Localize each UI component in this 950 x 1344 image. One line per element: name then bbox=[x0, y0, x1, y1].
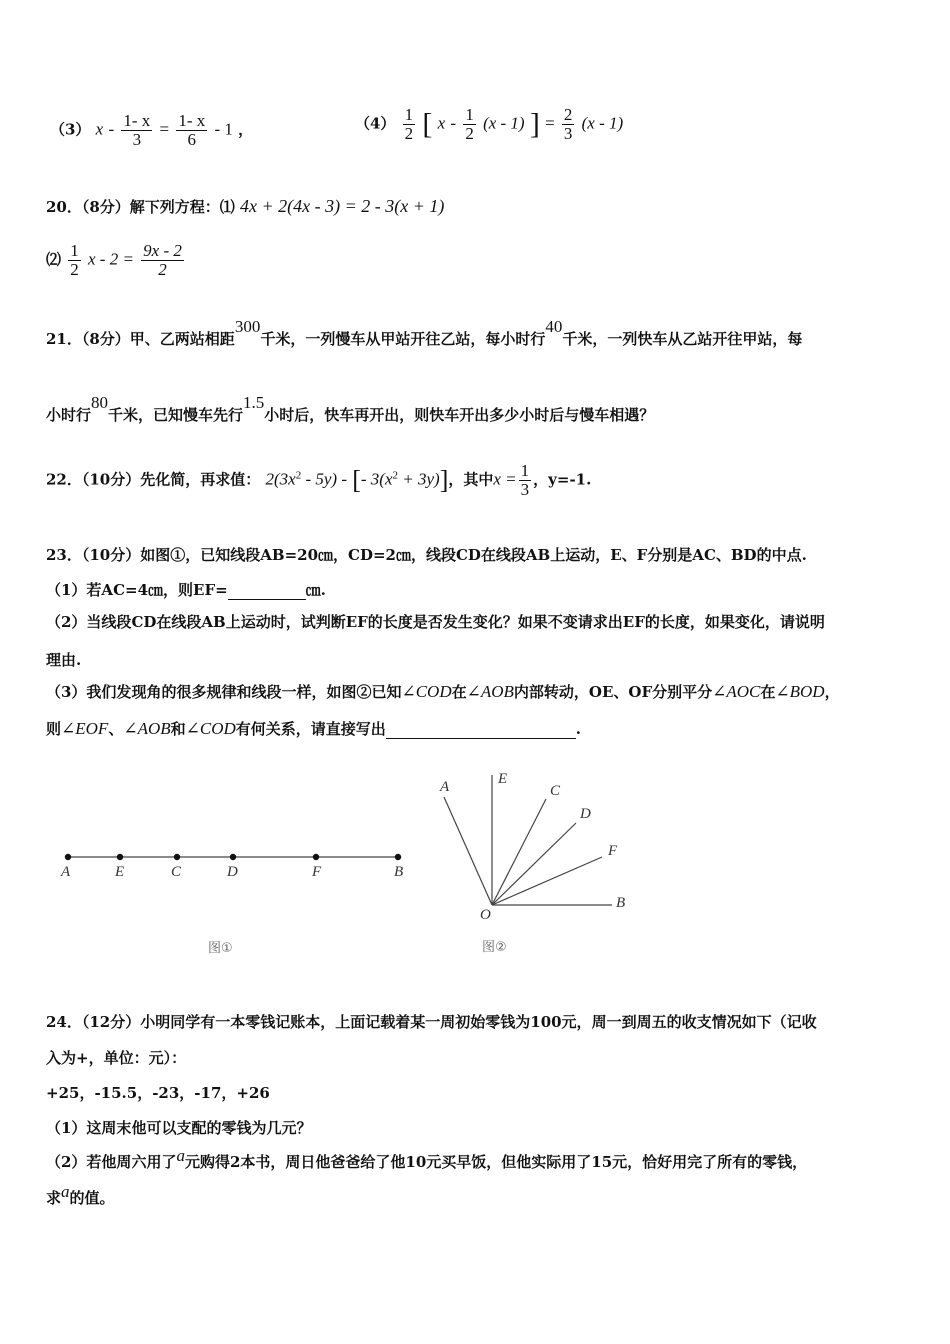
q23-part3-text-e: ， bbox=[824, 683, 840, 701]
q22-sup-c: 2 bbox=[392, 469, 399, 482]
q19-part3-x: x bbox=[95, 119, 104, 139]
q19-part3-minus: - bbox=[108, 119, 115, 139]
q19-part3-fraction-2: $\frac{1- x}{6}$ bbox=[178, 111, 206, 149]
q23-part1-text: （1）若AC=4㎝，则EF= bbox=[46, 581, 228, 599]
q22-expr-c: - 3(x bbox=[360, 469, 393, 489]
q19-part3-comma: ， bbox=[238, 120, 254, 139]
ray-e-label: E bbox=[498, 771, 508, 787]
q22-x-fraction: $\frac{1}{3}$ bbox=[520, 461, 530, 499]
point-a-label: A bbox=[61, 864, 71, 880]
q23-part3-text-i: 有何关系，请直接写出 bbox=[235, 720, 386, 738]
q21-text-5: 千米，已知慢车先行 bbox=[108, 406, 244, 424]
q19-part4-rhs: (x - 1) bbox=[581, 113, 624, 133]
q24-part2-line2 bbox=[46, 1182, 115, 1208]
q23-part1 bbox=[46, 579, 326, 600]
q23-part3-text-a: （3）我们发现角的很多规律和线段一样，如图②已知 bbox=[46, 683, 402, 701]
q19-part4-inner-paren: (x - 1) bbox=[483, 113, 525, 133]
q23-angle-aob-2: ∠AOB bbox=[123, 719, 171, 738]
q19-part4-label: （4） bbox=[355, 114, 396, 133]
q19-part4 bbox=[355, 106, 623, 143]
point-c-dot bbox=[174, 854, 180, 860]
point-f-label: F bbox=[312, 864, 322, 880]
ray-od bbox=[492, 823, 576, 905]
figure-2-caption: 图② bbox=[482, 940, 507, 955]
q22-sup-a: 2 bbox=[295, 469, 302, 482]
q23-part1-unit: ㎝. bbox=[305, 581, 326, 599]
q23-angle-eof: ∠EOF bbox=[61, 719, 109, 738]
q22-expr-a: 2(3x bbox=[265, 469, 296, 489]
q21-text-3: 千米，一列快车从乙站开往甲站，每 bbox=[562, 330, 803, 348]
q20-part2-middle: x - 2 = bbox=[87, 249, 134, 269]
ray-a-label: A bbox=[440, 779, 450, 795]
q22-text-3: ，y=-1. bbox=[533, 470, 592, 489]
figure-2-angles bbox=[430, 765, 650, 965]
q19-part4-fraction-1: $\frac{1}{2}$ bbox=[404, 105, 414, 143]
q20-heading bbox=[46, 196, 444, 217]
point-d-dot bbox=[230, 854, 236, 860]
q21-text-4: 小时行 bbox=[46, 406, 92, 424]
q19-part4-left-bracket: [ bbox=[422, 107, 433, 141]
q23-part3-text-h: 和 bbox=[170, 720, 186, 738]
ray-oc bbox=[492, 799, 546, 905]
q23-part3-text-b: 在 bbox=[451, 683, 467, 701]
q24-part2-text-c: 求 bbox=[46, 1189, 62, 1207]
q22-left-bracket: [ bbox=[352, 465, 361, 495]
q19-part3-fraction-1: $\frac{1- x}{3}$ bbox=[123, 111, 151, 149]
q23-part2-line1: （2）当线段CD在线段AB上运动时，试判断EF的长度是否发生变化？如果不变请求出EF的长度，如果变化，请说明 bbox=[46, 613, 825, 631]
q23-angle-cod-2: ∠COD bbox=[185, 719, 236, 738]
q21-distance-value: 300 bbox=[234, 317, 261, 336]
point-b-label: B bbox=[394, 864, 404, 880]
q19-part4-inner-minus: - bbox=[450, 113, 457, 133]
q19-part3 bbox=[50, 112, 253, 149]
q22-x-equals: x = bbox=[493, 469, 517, 489]
q24-variable-a-2: a bbox=[61, 1182, 70, 1201]
q22-text-1: 22．（10分）先化简，再求值： bbox=[46, 470, 261, 489]
ray-of bbox=[492, 857, 602, 905]
q19-part4-inner-x: x bbox=[437, 113, 446, 133]
q22-expr-b: - 5y) - bbox=[301, 469, 347, 489]
q22-line bbox=[46, 462, 591, 499]
q23-part3-line2 bbox=[46, 718, 581, 739]
q23-angle-aob: ∠AOB bbox=[466, 682, 514, 701]
q23-part3-line1 bbox=[46, 681, 840, 702]
point-e-dot bbox=[117, 854, 123, 860]
figure-1-segment bbox=[40, 830, 430, 970]
q23-angle-bod: ∠BOD bbox=[775, 682, 825, 701]
q19-part3-equals: = bbox=[159, 119, 170, 139]
q21-text-2: 千米，一列慢车从甲站开往乙站，每小时行 bbox=[260, 330, 546, 348]
q24-variable-a: a bbox=[176, 1146, 185, 1165]
point-c-label: C bbox=[171, 864, 182, 880]
q21-line2 bbox=[46, 393, 655, 425]
figure-1-caption: 图① bbox=[208, 941, 233, 956]
q23-part3-text-g: 、 bbox=[108, 720, 124, 738]
q19-part3-label: （3） bbox=[50, 120, 91, 139]
q22-expr-d: + 3y) bbox=[398, 469, 440, 489]
q23-heading: 23．（10分）如图①，已知线段AB=20㎝，CD=2㎝，线段CD在线段AB上运动，E、F分别是AC、BD的中点. bbox=[46, 546, 807, 564]
q19-part4-right-bracket: ] bbox=[529, 107, 540, 141]
q23-angle-cod: ∠COD bbox=[401, 682, 452, 701]
ray-c-label: C bbox=[550, 783, 561, 799]
q21-text-1: 21．（8分）甲、乙两站相距 bbox=[46, 330, 235, 348]
q20-part2-fraction-1: $\frac{1}{2}$ bbox=[70, 241, 79, 279]
q23-angle-aoc: ∠AOC bbox=[712, 682, 761, 701]
q24-part1: （1）这周末他可以支配的零钱为几元？ bbox=[46, 1119, 312, 1137]
q21-line1 bbox=[46, 317, 906, 349]
q21-text-6: 小时后，快车再开出，则快车开出多少小时后与慢车相遇？ bbox=[264, 406, 655, 424]
q20-part2-label: ⑵ bbox=[46, 250, 62, 269]
q23-part3-text-d: 在 bbox=[760, 683, 776, 701]
q23-part2-line2: 理由. bbox=[46, 651, 82, 669]
point-a-dot bbox=[65, 854, 71, 860]
q20-equation-1: 4x + 2(4x - 3) = 2 - 3(x + 1) bbox=[240, 196, 445, 216]
q23-part3-answer-blank bbox=[386, 720, 576, 739]
q23-part1-answer-blank bbox=[228, 581, 306, 600]
q20-part2 bbox=[46, 242, 186, 279]
point-e-label: E bbox=[115, 864, 125, 880]
ray-oa bbox=[444, 797, 492, 905]
q23-part3-text-f: 则 bbox=[46, 720, 62, 738]
ray-d-label: D bbox=[580, 806, 591, 822]
q23-part3-text-c: 内部转动，OE、OF分别平分 bbox=[513, 683, 713, 701]
q21-slow-speed-value: 40 bbox=[545, 317, 563, 336]
q22-text-2: ，其中 bbox=[448, 470, 494, 489]
vertex-o-label: O bbox=[480, 907, 491, 923]
q23-part3-text-j: . bbox=[575, 720, 582, 738]
q19-part3-tail: - 1 bbox=[214, 119, 233, 139]
q24-values: +25，-15.5，-23，-17，+26 bbox=[46, 1084, 270, 1102]
q24-part2-line1 bbox=[46, 1146, 808, 1172]
q24-part2-text-a: （2）若他周六用了 bbox=[46, 1153, 177, 1171]
q24-line1: 24．（12分）小明同学有一本零钱记账本，上面记载着某一周初始零钱为100元，周一到周五的收支情况如下（记收 bbox=[46, 1013, 817, 1031]
q20-part2-fraction-2: $\frac{9x - 2}{2}$ bbox=[143, 241, 182, 279]
q19-part4-fraction-2: $\frac{1}{2}$ bbox=[465, 105, 474, 143]
point-f-dot bbox=[313, 854, 319, 860]
q24-line2: 入为+，单位：元）： bbox=[46, 1049, 187, 1067]
q24-part2-text-b: 元购得2本书，周日他爸爸给了他10元买早饭，但他实际用了15元，恰好用完了所有的零钱， bbox=[184, 1153, 808, 1171]
point-d-label: D bbox=[227, 864, 238, 880]
q20-head-text: 20．（8分）解下列方程：⑴ bbox=[46, 198, 235, 216]
ray-b-label: B bbox=[616, 895, 626, 911]
point-b-dot bbox=[395, 854, 401, 860]
ray-f-label: F bbox=[608, 843, 618, 859]
q24-part2-text-d: 的值。 bbox=[69, 1189, 115, 1207]
q19-part4-fraction-3: $\frac{2}{3}$ bbox=[563, 105, 573, 143]
q21-head-start-value: 1.5 bbox=[243, 393, 265, 412]
q19-part4-equals: = bbox=[545, 113, 555, 133]
q22-right-bracket: ] bbox=[439, 465, 449, 495]
q21-fast-speed-value: 80 bbox=[91, 393, 109, 412]
